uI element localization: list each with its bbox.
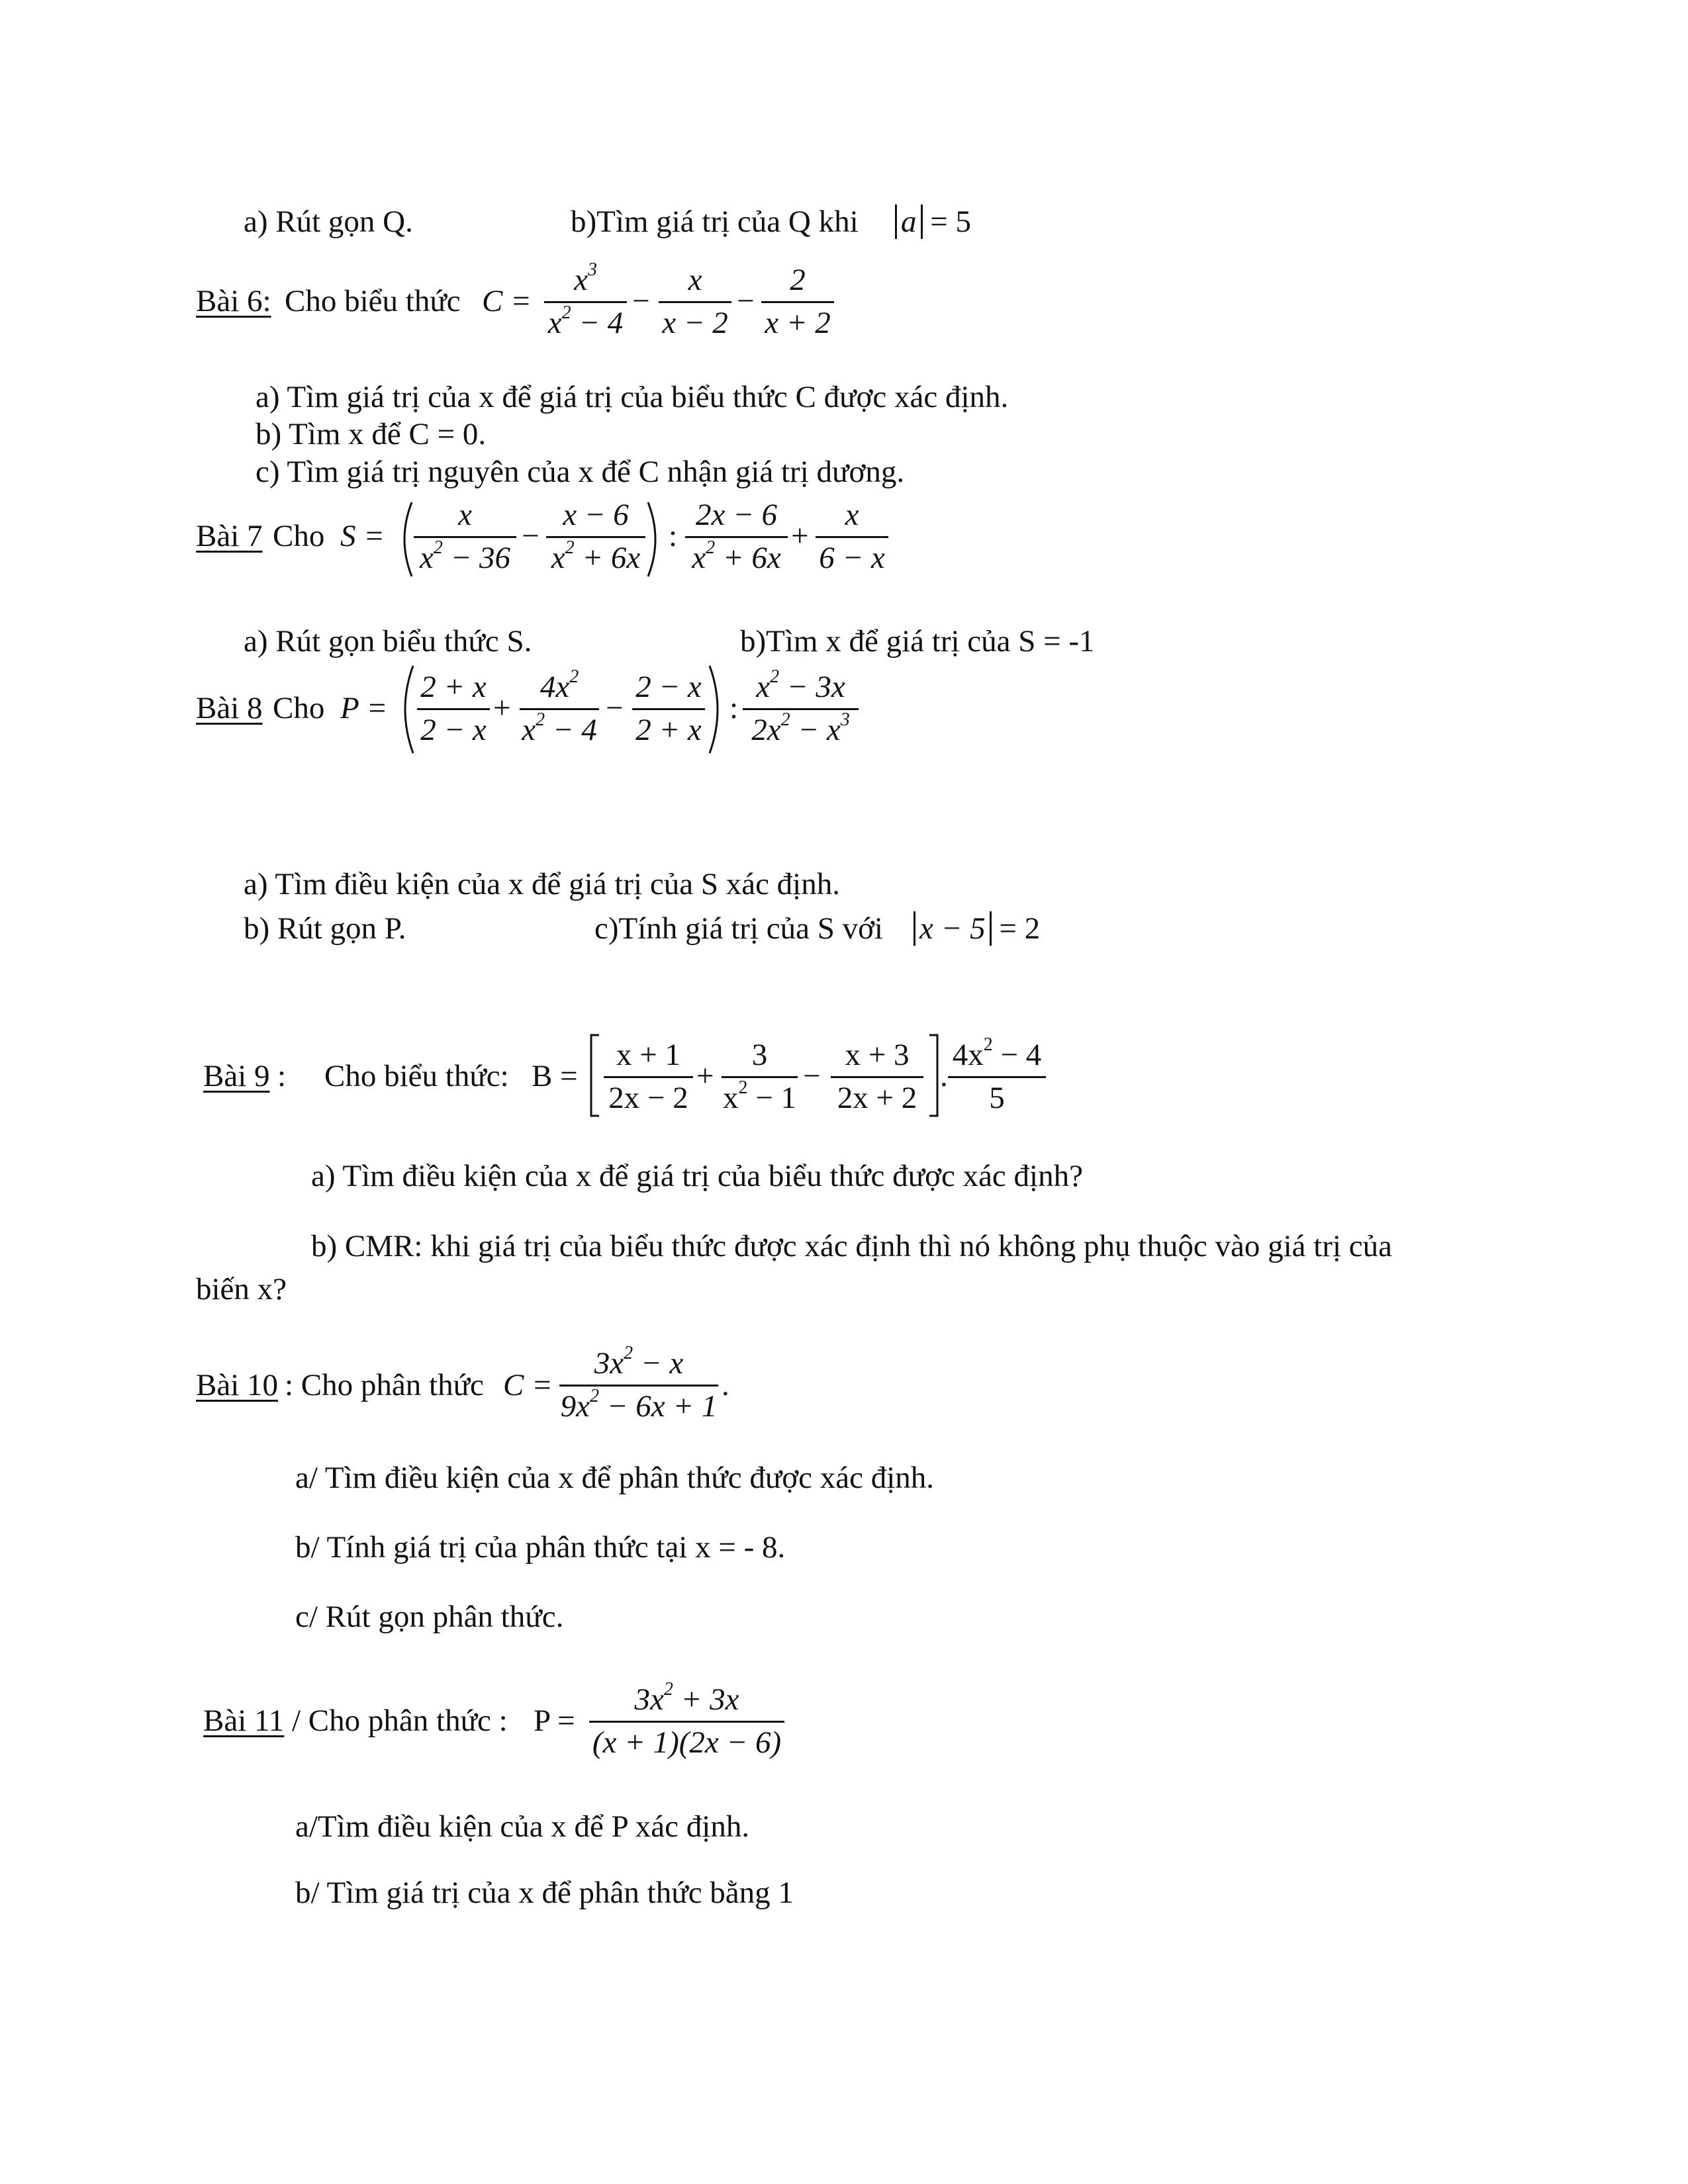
- bai7-plus: +: [791, 519, 809, 553]
- bai10-lhs: C =: [503, 1368, 553, 1402]
- bai9-left-bracket: [587, 1032, 602, 1118]
- bai10-label: Bài 10: [196, 1368, 279, 1402]
- bai6-item-a: a) Tìm giá trị của x để giá trị của biểu thức C được xác định.: [256, 380, 1009, 414]
- bai8-abs-rhs: = 2: [999, 911, 1041, 946]
- bai9-item-b-line1: b) CMR: khi giá trị của biểu thức được xác định thì nó không phụ thuộc vào giá trị của: [311, 1229, 1392, 1263]
- bai9-intro: Cho biểu thức:: [324, 1059, 509, 1093]
- bai10-item-c: c/ Rút gọn phân thức.: [295, 1600, 564, 1634]
- bai9-right-bracket: [927, 1032, 941, 1118]
- item-a-rut-gon-q: a) Rút gọn Q.: [244, 205, 413, 239]
- bai7-minus: −: [522, 519, 539, 553]
- bai7-right-paren: [645, 500, 665, 579]
- bai6-item-b: b) Tìm x để C = 0.: [256, 417, 487, 451]
- bai9-lhs: B =: [532, 1059, 578, 1093]
- bai7-colon: :: [669, 519, 678, 553]
- bai8-item-c: c)Tính giá trị của S với: [594, 911, 883, 946]
- bai8-abs-expression: [914, 913, 1040, 944]
- bai6-item-c: c) Tìm giá trị nguyên của x để C nhận giá trị dương.: [256, 455, 905, 489]
- bai7-left-paren: [395, 500, 414, 579]
- abs-a-var: a: [895, 205, 923, 239]
- bai7-lhs: S =: [340, 519, 385, 553]
- bai8-lhs: P =: [340, 691, 388, 725]
- bai10-item-a: a/ Tìm điều kiện của x để phân thức được xác định.: [295, 1461, 935, 1495]
- bai11-intro: / Cho phân thức :: [292, 1704, 508, 1738]
- bai8-abs-inner: x − 5: [914, 911, 992, 946]
- bai9-label: Bài 9: [203, 1059, 270, 1093]
- bai9-minus: −: [803, 1059, 821, 1093]
- bai6-label: Bài 6:: [196, 284, 271, 318]
- bai6-minus-1: −: [632, 284, 650, 318]
- bai8-minus: −: [606, 691, 624, 725]
- bai8-item-b: b) Rút gọn P.: [244, 911, 406, 946]
- bai10-intro: : Cho phân thức: [285, 1368, 484, 1402]
- bai8-item-a: a) Tìm điều kiện của x để giá trị của S xác định.: [244, 867, 840, 901]
- bai9-colon: :: [277, 1059, 287, 1093]
- bai6-lhs: C =: [482, 284, 532, 318]
- bai9-item-a: a) Tìm điều kiện của x để giá trị của biểu thức được xác định?: [311, 1159, 1083, 1193]
- bai7-item-a: a) Rút gọn biểu thức S.: [244, 624, 532, 659]
- bai8-left-paren: [395, 663, 416, 756]
- bai7-intro: Cho: [273, 519, 325, 553]
- bai8-intro: Cho: [273, 691, 325, 725]
- bai8-plus: +: [493, 691, 511, 725]
- bai7-item-b: b)Tìm x để giá trị của S = -1: [740, 624, 1095, 659]
- bai9-plus: +: [696, 1059, 714, 1093]
- bai10-period: .: [722, 1368, 729, 1402]
- bai11-label: Bài 11: [203, 1704, 285, 1738]
- bai6-intro: Cho biểu thức: [285, 284, 461, 318]
- bai11-lhs: P =: [534, 1704, 575, 1738]
- bai7-label: Bài 7: [196, 519, 263, 553]
- bai8-colon: :: [729, 691, 739, 725]
- bai11-item-b: b/ Tìm giá trị của x để phân thức bằng 1: [295, 1876, 794, 1910]
- abs-a-expression: [895, 206, 971, 238]
- item-b-tim-gia-tri-q: b)Tìm giá trị của Q khi: [571, 205, 859, 239]
- bai8-label: Bài 8: [196, 691, 263, 725]
- bai10-item-b: b/ Tính giá trị của phân thức tại x = - 8.: [295, 1530, 786, 1565]
- bai9-dot: .: [940, 1059, 948, 1093]
- bai9-item-b-line2: biến x?: [196, 1272, 287, 1306]
- bai8-right-paren: [707, 663, 728, 756]
- bai6-minus-2: −: [737, 284, 755, 318]
- abs-a-rhs: = 5: [930, 205, 972, 239]
- bai11-item-a: a/Tìm điều kiện của x để P xác định.: [295, 1809, 750, 1844]
